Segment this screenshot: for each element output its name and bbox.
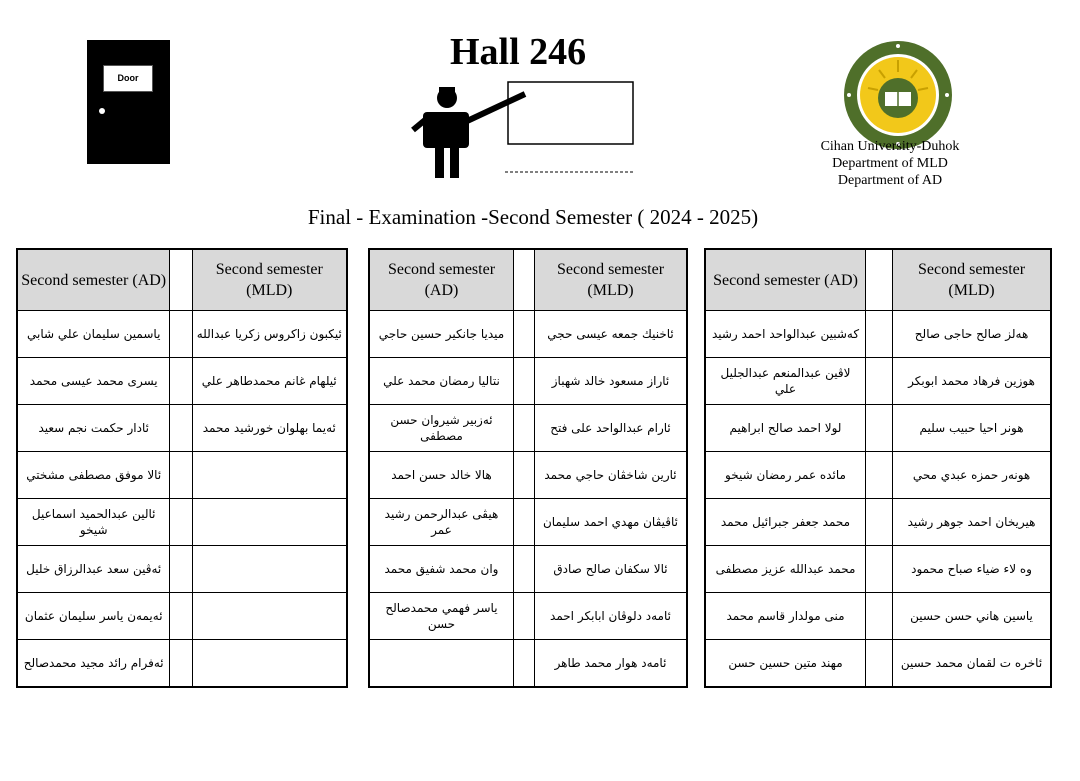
column-header-ad: Second semester (AD) <box>705 249 865 311</box>
table-row <box>17 452 347 499</box>
table-row <box>17 358 347 405</box>
column-separator <box>865 546 892 593</box>
student-name-ad: کەشبين عبدالواحد احمد رشيد <box>705 311 865 358</box>
column-separator <box>170 546 192 593</box>
column-separator <box>513 249 534 311</box>
seating-table-1 <box>16 248 348 688</box>
column-separator <box>513 593 534 640</box>
student-name-mld: ئاڤيڤان مهدي احمد سليمان <box>535 499 687 546</box>
student-name-ad: ئەفرام رائد مجيد محمدصالح <box>17 640 170 688</box>
door-label: Door <box>103 65 153 92</box>
student-name-ad: منى مولدار قاسم محمد <box>705 593 865 640</box>
column-separator <box>170 452 192 499</box>
hall-title: Hall 246 <box>450 31 587 73</box>
student-name-ad: مهند متين حسين حسن <box>705 640 865 688</box>
student-name-mld <box>192 593 347 640</box>
column-separator <box>513 499 534 546</box>
student-name-mld: ئارام عبدالواحد على فتح <box>535 405 687 452</box>
column-separator <box>170 311 192 358</box>
student-name-mld: هەلز صالح حاجى صالح <box>893 311 1051 358</box>
student-name-mld: هوزين فرهاد محمد ابوبكر <box>893 358 1051 405</box>
column-separator <box>865 358 892 405</box>
table-row <box>705 358 1051 405</box>
table-row <box>369 452 687 499</box>
column-separator <box>865 640 892 688</box>
table-row <box>705 499 1051 546</box>
student-name-mld: هونەر حمزه عبدي محي <box>893 452 1051 499</box>
student-name-ad: ياسمين سليمان علي شابي <box>17 311 170 358</box>
student-name-ad: لاڤين عبدالمنعم عبدالجليل علي <box>705 358 865 405</box>
student-name-mld: ئەيما بهلوان خورشيد محمد <box>192 405 347 452</box>
table-row <box>17 546 347 593</box>
student-name-ad: ئالين عبدالحميد اسماعيل شيخو <box>17 499 170 546</box>
student-name-ad: ئادار حكمت نجم سعيد <box>17 405 170 452</box>
university-name: Cihan University-Duhok <box>820 139 960 154</box>
column-separator <box>170 499 192 546</box>
student-name-mld <box>192 546 347 593</box>
table-row <box>17 311 347 358</box>
table-row <box>17 593 347 640</box>
table-row <box>17 405 347 452</box>
student-name-mld <box>192 452 347 499</box>
student-name-ad: محمد جعفر جبرائيل محمد <box>705 499 865 546</box>
department-ad: Department of AD <box>837 173 943 188</box>
university-logo <box>841 38 955 152</box>
table-row <box>705 640 1051 688</box>
table-row <box>705 311 1051 358</box>
student-name-mld <box>192 640 347 688</box>
student-name-ad <box>369 640 513 688</box>
door-icon <box>87 40 170 164</box>
column-header-ad: Second semester (AD) <box>17 249 170 311</box>
student-name-mld: هيريخان احمد جوهر رشيد <box>893 499 1051 546</box>
column-header-mld: Second semester (MLD) <box>893 249 1051 311</box>
seating-table-2 <box>368 248 688 688</box>
table-row <box>369 593 687 640</box>
table-row <box>369 640 687 688</box>
table-header-row <box>17 249 347 311</box>
student-name-mld: ئامەد هوار محمد طاهر <box>535 640 687 688</box>
student-name-ad: محمد عبدالله عزيز مصطفى <box>705 546 865 593</box>
department-mld: Department of MLD <box>832 156 948 171</box>
column-separator <box>865 311 892 358</box>
column-separator <box>513 452 534 499</box>
column-header-mld: Second semester (MLD) <box>192 249 347 311</box>
student-name-mld <box>192 499 347 546</box>
student-name-mld: وه لاء ضياء صباح محمود <box>893 546 1051 593</box>
student-name-mld: ئاخره ت لقمان محمد حسين <box>893 640 1051 688</box>
table-row <box>705 452 1051 499</box>
student-name-ad: ئەزبير شيروان حسن مصطفى <box>369 405 513 452</box>
column-separator <box>865 452 892 499</box>
table-row <box>17 640 347 688</box>
column-separator <box>865 499 892 546</box>
door-knob <box>99 108 105 114</box>
column-separator <box>513 358 534 405</box>
table-row <box>369 311 687 358</box>
table-row <box>17 499 347 546</box>
column-separator <box>865 593 892 640</box>
column-header-ad: Second semester (AD) <box>369 249 513 311</box>
student-name-ad: نتاليا رمضان محمد علي <box>369 358 513 405</box>
student-name-ad: ئالا موفق مصطفى مشختي <box>17 452 170 499</box>
student-name-mld: ئاراز مسعود خالد شهباز <box>535 358 687 405</box>
table-row <box>369 546 687 593</box>
table-row <box>369 499 687 546</box>
table-header-row <box>369 249 687 311</box>
seating-table-3 <box>704 248 1052 688</box>
column-separator <box>170 593 192 640</box>
table-row <box>369 405 687 452</box>
column-header-mld: Second semester (MLD) <box>535 249 687 311</box>
student-name-ad: وان محمد شفيق محمد <box>369 546 513 593</box>
university-info <box>790 138 990 189</box>
table-row <box>705 593 1051 640</box>
column-separator <box>513 405 534 452</box>
column-separator <box>865 405 892 452</box>
student-name-mld: ئارين شاخڤان حاجي محمد <box>535 452 687 499</box>
table-header-row <box>705 249 1051 311</box>
student-name-mld: ئاخنيك جمعه عيسى حجي <box>535 311 687 358</box>
column-separator <box>170 405 192 452</box>
student-name-ad: ئەيمەن ياسر سليمان عثمان <box>17 593 170 640</box>
student-name-ad: ميديا جانكير حسين حاجي <box>369 311 513 358</box>
student-name-ad: يسرى محمد عيسى محمد <box>17 358 170 405</box>
table-row <box>369 358 687 405</box>
student-name-ad: ئەڤين سعد عبدالرزاق خليل <box>17 546 170 593</box>
student-name-mld: هونر احيا حبيب سليم <box>893 405 1051 452</box>
student-name-ad: هالا خالد حسن احمد <box>369 452 513 499</box>
student-name-ad: هيڤى عبدالرحمن رشيد عمر <box>369 499 513 546</box>
table-row <box>705 405 1051 452</box>
student-name-ad: لولا احمد صالح ابراهيم <box>705 405 865 452</box>
column-separator <box>513 640 534 688</box>
table-row <box>705 546 1051 593</box>
column-separator <box>170 358 192 405</box>
teacher-board-icon <box>405 80 637 180</box>
student-name-mld: ئامەد دلوڤان ابابكر احمد <box>535 593 687 640</box>
student-name-mld: ئيلهام غانم محمدطاهر علي <box>192 358 347 405</box>
student-name-mld: ئيكبون زاكروس زكريا عبدالله <box>192 311 347 358</box>
column-separator <box>865 249 892 311</box>
student-name-ad: مائده عمر رمضان شيخو <box>705 452 865 499</box>
student-name-mld: ئالا سكفان صالح صادق <box>535 546 687 593</box>
column-separator <box>513 546 534 593</box>
column-separator <box>513 311 534 358</box>
column-separator <box>170 249 192 311</box>
student-name-ad: ياسر فهمي محمدصالح حسن <box>369 593 513 640</box>
exam-title: Final - Examination -Second Semester ( 2024 - 2025) <box>307 205 759 229</box>
student-name-mld: ياسين هاني حسن حسين <box>893 593 1051 640</box>
column-separator <box>170 640 192 688</box>
